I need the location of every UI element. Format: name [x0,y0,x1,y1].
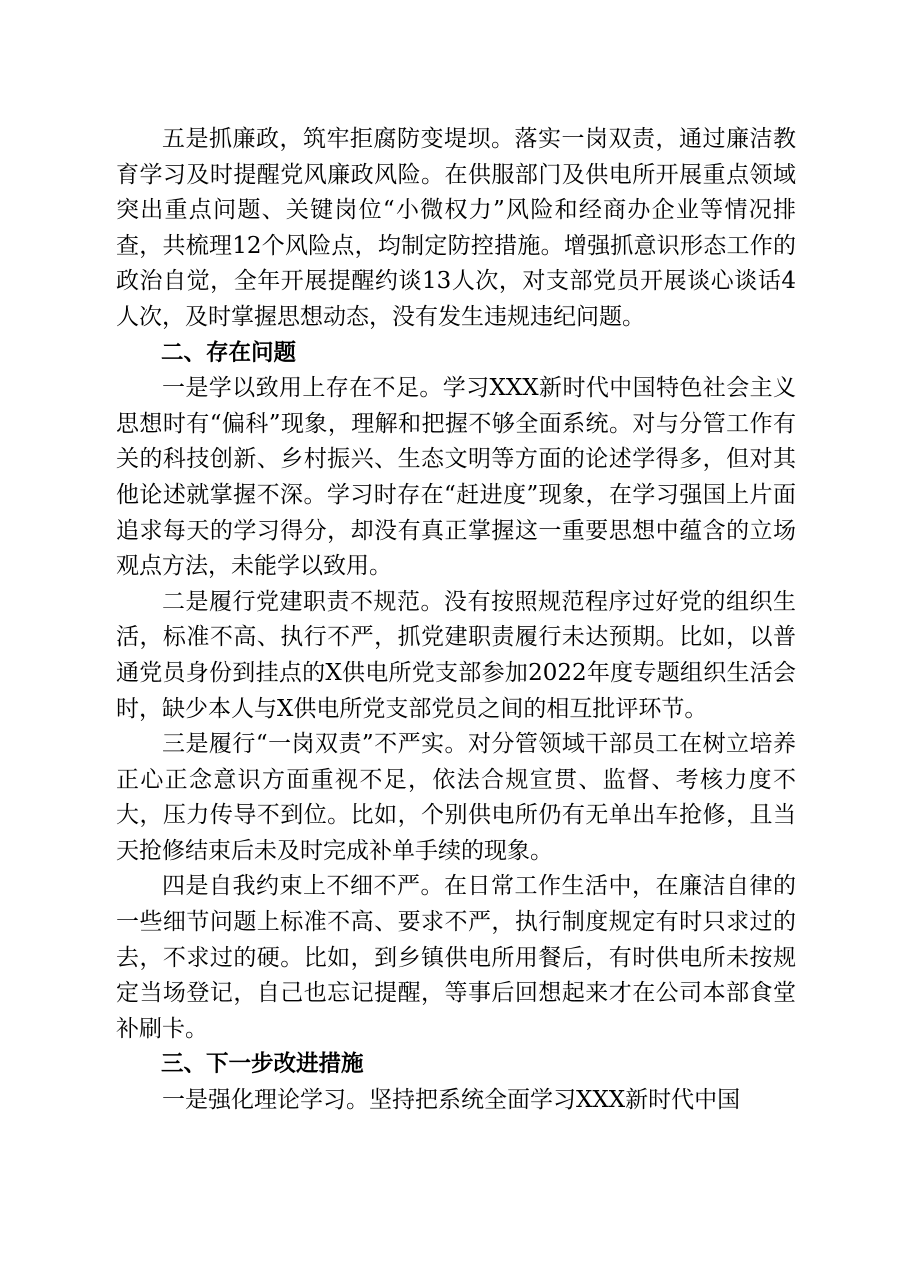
document-page [116,122,796,1119]
paragraph-measure-1: 一是强化理论学习。坚持把系统全面学习XXX新时代中国 [162,1087,741,1114]
paragraph-anti-corruption: 五是抓廉政，筑牢拒腐防变堤坝。落实一岗双责，通过廉洁教育学习及时提醒党风廉政风险。在供服部门及供电所开展重点领域突出重点问题、关键岗位“小微权力”风险和经商办企业等情况排查，共梳理12个风险点，均制定防控措施。增强抓意识形态工作的政治自觉，全年开展提醒约谈13人次，对支部党员开展谈心谈话4人次，及时掌握思想动态，没有发生违规违纪问题。 [116,126,796,330]
paragraph-problem-3: 三是履行“一岗双责”不严实。对分管领域干部员工在树立培养正心正念意识方面重视不足，依法合规宣贯、监督、考核力度不大，压力传导不到位。比如，个别供电所仍有无单出车抢修，且当天抢修结束后未及时完成补单手续的现象。 [116,731,796,864]
section-heading-existing-problems: 二、存在问题 [161,339,297,366]
paragraph-problem-1: 一是学以致用上存在不足。学习XXX新时代中国特色社会主义思想时有“偏科”现象，理解和把握不够全面系统。对与分管工作有关的科技创新、乡村振兴、生态文明等方面的论述学得多，但对其他论述就掌握不深。学习时存在“赶进度”现象，在学习强国上片面追求每天的学习得分，却没有真正掌握这一重要思想中蕴含的立场观点方法，未能学以致用。 [116,375,796,580]
paragraph-problem-4: 四是自我约束上不细不严。在日常工作生活中，在廉洁自律的一些细节问题上标准不高、要求不严，执行制度规定有时只求过的去，不求过的硬。比如，到乡镇供电所用餐后，有时供电所未按规定当场登记，自己也忘记提醒，等事后回想起来才在公司本部食堂补刷卡。 [116,873,796,1042]
paragraph-problem-2: 二是履行党建职责不规范。没有按照规范程序过好党的组织生活，标准不高、执行不严，抓党建职责履行未达预期。比如，以普通党员身份到挂点的X供电所党支部参加2022年度专题组织生活会时，缺少本人与X供电所党支部党员之间的相互批评环节。 [116,588,796,722]
section-heading-improvement-measures: 三、下一步改进措施 [161,1051,364,1078]
